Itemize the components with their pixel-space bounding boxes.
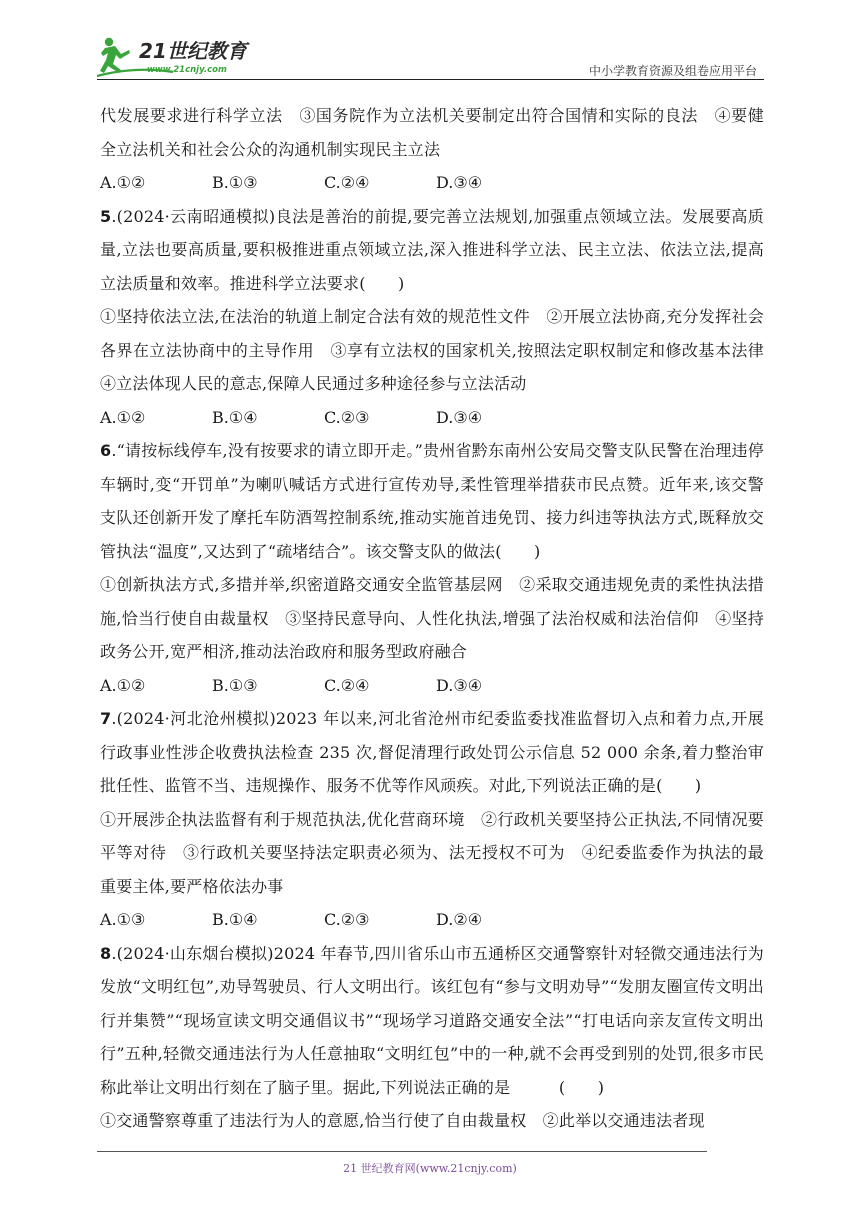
question-5: [100, 200, 781, 435]
option-c[interactable]: C.②③: [324, 407, 370, 427]
question-text: .“请按标线停车,没有按要求的请立即开走。”贵州省黔东南州公安局交警支队民警在治理违停车辆时,变“开罚单”为喇叭喊话方式进行宣传劝导,柔性管理举措获市民点赞。近年来,该交警支队还创新开发了摩托车防酒驾控制系统,推动实施首违免罚、接力纠违等执法方式,既释放交管执法“温度”,又达到了“疏堵结合”。该交警支队的做法( ): [100, 441, 764, 561]
page-header: [95, 28, 763, 80]
option-c[interactable]: C.②③: [324, 910, 370, 929]
question-number: 5: [100, 206, 112, 226]
answer-options: [100, 669, 764, 703]
option-a[interactable]: A.①②: [100, 407, 146, 427]
question-6: [100, 434, 764, 702]
option-b[interactable]: B.①③: [212, 173, 258, 192]
option-c[interactable]: C.②④: [324, 173, 370, 192]
option-a[interactable]: A.①③: [100, 910, 146, 929]
platform-name: 中小学教育资源及组卷应用平台: [588, 64, 757, 78]
option-a[interactable]: A.①②: [100, 173, 146, 192]
option-c[interactable]: C.②④: [324, 675, 370, 695]
site-logo[interactable]: [95, 32, 295, 80]
question-items: ①开展涉企执法监督有利于规范执法,优化营商环境 ②行政机关要坚持公正执法,不同情况要平等对待 ③行政机关要坚持法定职责必须为、法无授权不可为 ④纪委监委作为执法的最重要主体,要严格依法办事: [100, 809, 764, 896]
question-text: .(2024·山东烟台模拟)2024 年春节,四川省乐山市五通桥区交通警察针对轻微交通违法行为发放“文明红包”,劝导驾驶员、行人文明出行。该红包有“参与文明劝导”“发朋友圈宣传文明出行并集赞”“现场宣读文明交通倡议书”“现场学习道路交通安全法”“打电话向亲友宣传文明出行”五种,轻微交通违法行为人任意抽取“文明红包”中的一种,就不会再受到别的处罚,很多市民称此举让文明出行刻在了脑子里。据此,下列说法正确的是 ( ): [100, 943, 764, 1097]
question-4-continuation: [100, 99, 764, 200]
question-stem: [100, 434, 764, 568]
option-d[interactable]: D.②④: [436, 910, 483, 929]
option-b[interactable]: B.①④: [212, 407, 258, 427]
question-8: [100, 937, 764, 1138]
option-b[interactable]: B.①③: [212, 675, 258, 695]
question-number: 8: [100, 943, 112, 963]
question-items: 代发展要求进行科学立法 ③国务院作为立法机关要制定出符合国情和实际的良法 ④要健全立法机关和社会公众的沟通机制实现民主立法: [100, 106, 764, 159]
page-content: [100, 99, 781, 1138]
answer-options: [100, 401, 764, 435]
question-stem: [100, 702, 764, 803]
option-d[interactable]: D.③④: [436, 407, 483, 427]
header-divider: [97, 79, 764, 80]
question-stem: [100, 937, 764, 1105]
answer-options: [100, 903, 764, 937]
option-a[interactable]: A.①②: [100, 675, 146, 695]
logo-text: 21世纪教育: [139, 39, 247, 63]
question-number: 6: [100, 441, 112, 460]
question-number: 7: [100, 709, 112, 728]
question-7: [100, 702, 764, 937]
option-b[interactable]: B.①④: [212, 910, 258, 929]
question-text: .(2024·河北沧州模拟)2023 年以来,河北省沧州市纪委监委找准监督切入点和着力点,开展行政事业性涉企收费执法检查 235 次,督促清理行政处罚公示信息 52 000 余条,着力整治审批任性、监管不当、违规操作、服务不优等作风顽疾。对此,下列说法正确的是( ): [100, 709, 764, 795]
page-footer[interactable]: 21 世纪教育网(www.21cnjy.com): [343, 1162, 517, 1175]
footer-divider: [97, 1151, 707, 1152]
option-d[interactable]: D.③④: [436, 173, 483, 192]
logo-url: www.21cnjy.com: [147, 65, 227, 75]
question-items: ①坚持依法立法,在法治的轨道上制定合法有效的规范性文件 ②开展立法协商,充分发挥社会各界在立法协商中的主导作用 ③享有立法权的国家机关,按照法定职权制定和修改基本法律 ④立法体现人民的意志,保障人民通过多种途径参与立法活动: [100, 307, 781, 393]
question-stem: [100, 200, 764, 301]
question-items: ①交通警察尊重了违法行为人的意愿,恰当行使了自由裁量权 ②此举以交通违法者现: [100, 1111, 705, 1130]
question-items: ①创新执法方式,多措并举,织密道路交通安全监管基层网 ②采取交通违规免责的柔性执法措施,恰当行使自由裁量权 ③坚持民意导向、人性化执法,增强了法治权威和法治信仰 ④坚持政务公开,宽严相济,推动法治政府和服务型政府融合: [100, 575, 764, 661]
option-d[interactable]: D.③④: [436, 675, 483, 695]
question-text: .(2024·云南昭通模拟)良法是善治的前提,要完善立法规划,加强重点领域立法。发展要高质量,立法也要高质量,要积极推进重点领域立法,深入推进科学立法、民主立法、依法立法,提高立法质量和效率。推进科学立法要求( ): [100, 206, 764, 293]
answer-options: [100, 166, 764, 200]
